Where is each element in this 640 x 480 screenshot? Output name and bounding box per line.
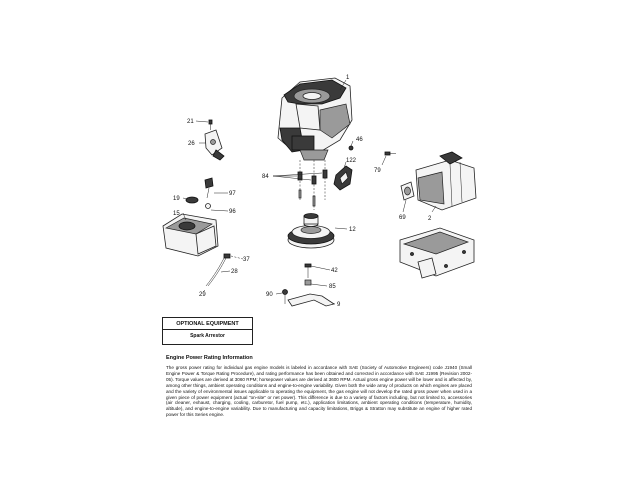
callout-42: 42 [331,268,338,274]
callout-28: 28 [231,269,238,275]
callout-1: 1 [346,75,350,81]
bracket-part-26 [205,130,224,160]
optional-equipment-box [162,317,253,345]
gasket-part-69 [401,182,414,200]
power-rating-title: Engine Power Rating Information [166,355,253,361]
heat-shield-part-122 [334,166,352,190]
fuel-fitting-part-97 [205,178,213,198]
bracket-part-90 [283,290,288,305]
fuel-cap-part-19 [186,197,198,203]
callout-97: 97 [229,191,236,197]
callout-26: 26 [188,141,195,147]
callout-85: 85 [329,284,336,290]
bolt-set-part-84 [298,160,327,210]
callout-29: 29 [199,292,206,298]
callout-12: 12 [349,227,356,233]
callout-46: 46 [356,137,363,143]
fuel-tank-part-15 [163,214,218,256]
hose-clamp-part-96 [206,204,211,209]
muffler-bracket [400,228,474,278]
optional-equipment-heading: OPTIONAL EQUIPMENT [176,321,239,327]
callout-79: 79 [374,168,381,174]
bolt-part-42 [305,264,311,278]
callout-96: 96 [229,209,236,215]
callout-9: 9 [337,302,341,308]
power-rating-section [166,355,472,418]
link-part-9 [288,294,334,306]
callout-19: 19 [173,196,180,202]
bolt-part-21 [209,120,212,130]
callout-2: 2 [428,216,432,222]
spacer-part-85 [305,280,311,285]
callout-21: 21 [187,119,194,125]
pulley-part-12 [288,214,334,249]
callout-15: 15 [173,211,180,217]
screw-part-46 [349,146,353,150]
callout-37: 37 [243,257,250,263]
power-rating-body: The gross power rating for individual gas engine models is labeled in accordance with SAE (Society of Automotive Engineers) code J1940 (Small Engine Power & Torque Rating Procedure), and rating performance has been obtained and corrected in accordance with SAE J1995 (Revision 2002-05). Torque values are derived at 3060 RPM; horsepower values are derived at 3600 RPM. Actual gross engine power will be lower and is affected by, among other things, ambient operating conditions and engine-to-engine variability. Given both the wide array of products on which engines are placed and the variety of environmental issues applicable to operating the equipment, the gas engine will not develop the rated gross power when used in a given piece of power equipment (actual "on-site" or net power). This difference is due to a variety of factors including, but not limited to, accessories (air cleaner, exhaust, charging, cooling, carburetor, fuel pump, etc.), application limitations, ambient operating conditions (temperature, humidity, altitude), and engine-to-engine variability. Due to manufacturing and capacity limitations, Briggs & Stratton may substitute an engine of higher rated power for this Series engine. [166,365,472,418]
callout-90: 90 [266,292,273,298]
callout-69: 69 [399,215,406,221]
callout-122: 122 [346,158,357,164]
muffler-part-2 [416,152,476,210]
optional-equipment-item: Spark Arrestor [163,329,252,340]
engine-part-1 [278,78,352,160]
callout-84: 84 [262,174,269,180]
fuel-line-part-28 [206,254,230,286]
bolt-part-79 [385,152,396,155]
